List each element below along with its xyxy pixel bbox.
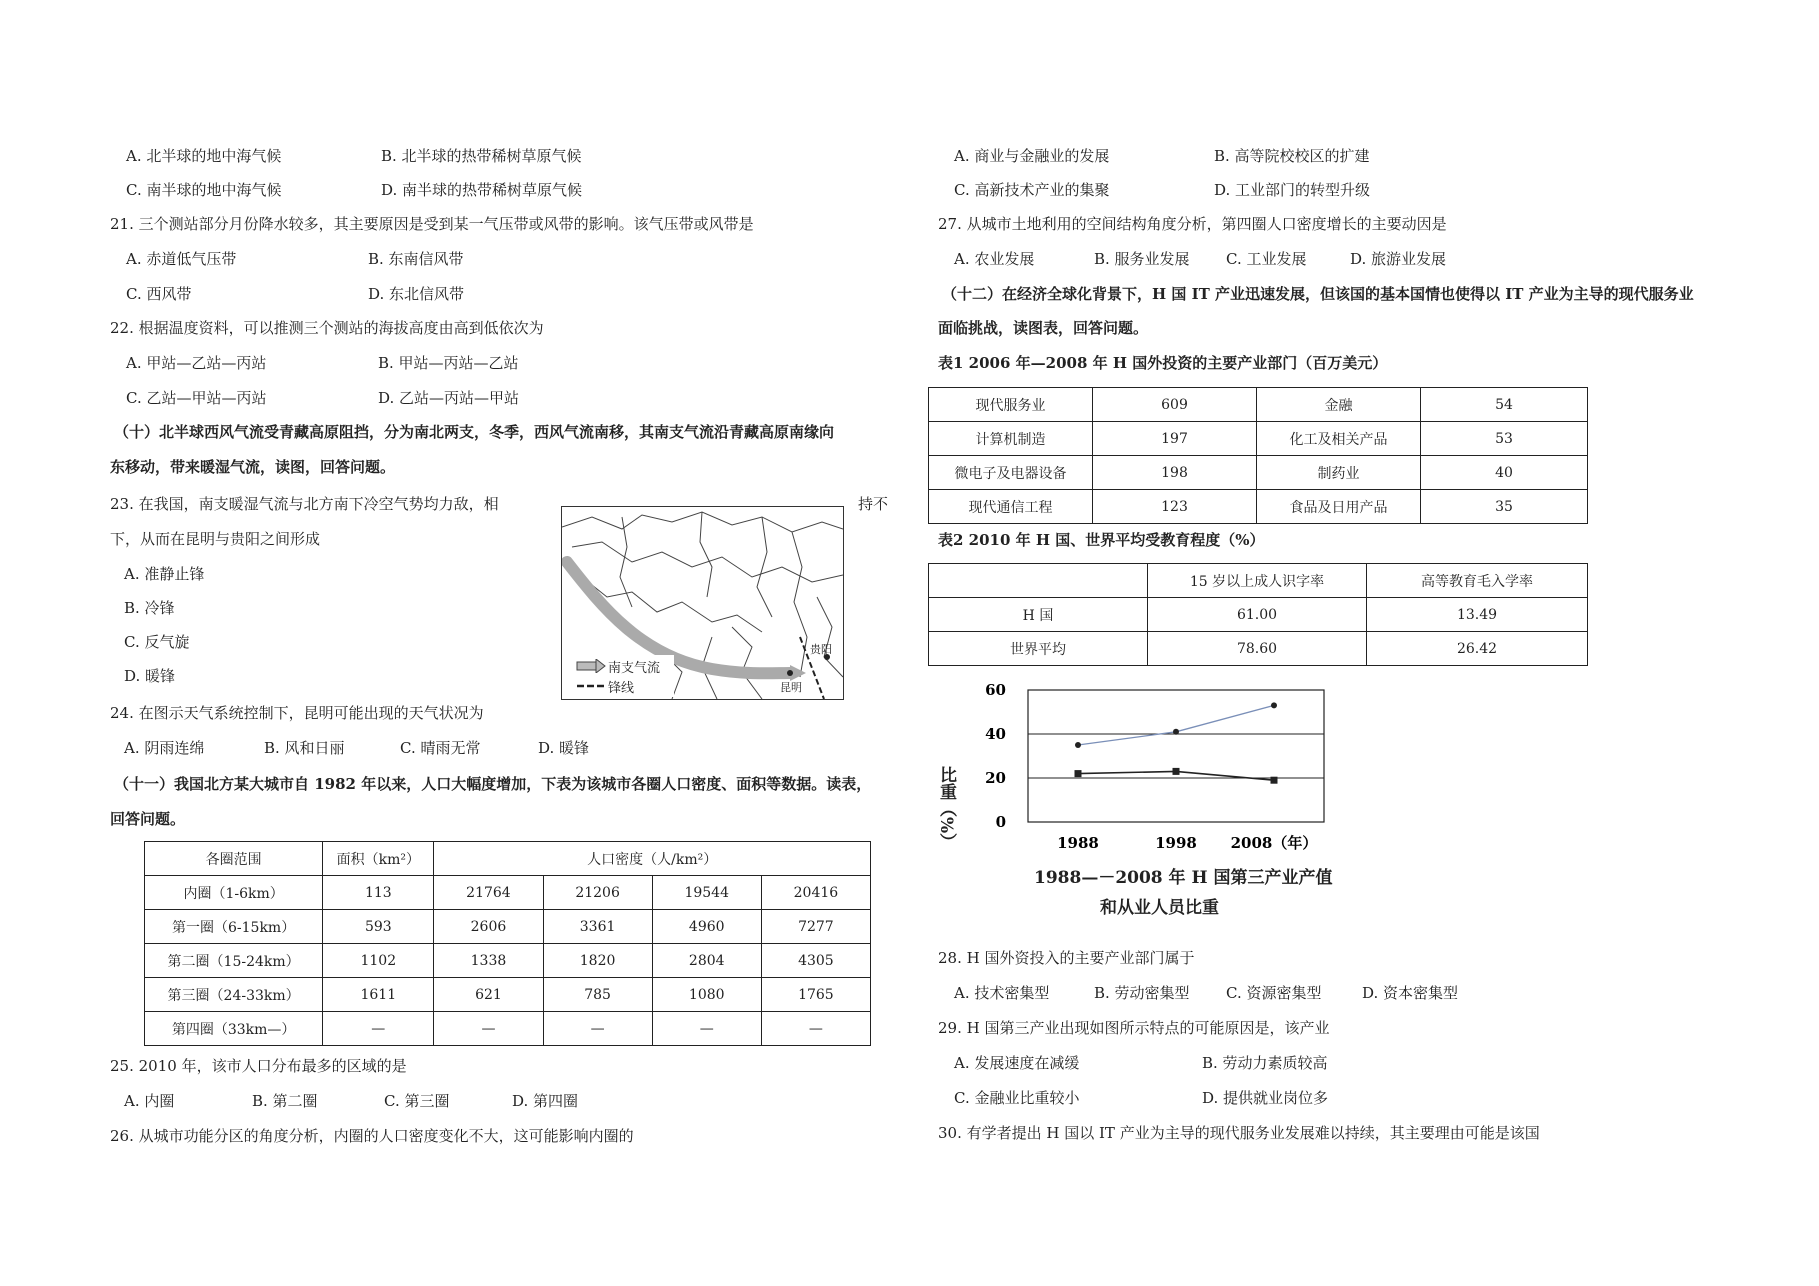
question-24: 24. 在图示天气系统控制下，昆明可能出现的天气状况为	[110, 704, 484, 722]
y-tick-label: 20	[985, 769, 1006, 787]
cell-value: 26.42	[1367, 632, 1588, 666]
x-tick-label: 1988	[1057, 834, 1099, 852]
row-density: 785	[543, 978, 652, 1012]
q26-option-d: D. 工业部门的转型升级	[1214, 181, 1371, 199]
q21-option-c: C. 西风带	[126, 285, 192, 303]
q24-option-a: A. 阴雨连绵	[124, 739, 205, 757]
q27-option-d: D. 旅游业发展	[1350, 250, 1447, 268]
row-density: 2804	[652, 944, 761, 978]
header-density: 人口密度（人/km²）	[434, 842, 871, 876]
question-26: 26. 从城市功能分区的角度分析，内圈的人口密度变化不大，这可能影响内圈的	[110, 1127, 634, 1145]
cell-value: 53	[1421, 422, 1588, 456]
cell-country: H 国	[929, 598, 1148, 632]
row-name: 第四圈（33km—）	[145, 1012, 323, 1046]
q22-option-c: C. 乙站—甲站—丙站	[126, 389, 267, 407]
data-point	[1271, 777, 1278, 784]
table-2-title: 表2 2010 年 H 国、世界平均受教育程度（%）	[938, 531, 1265, 549]
q27-option-a: A. 农业发展	[954, 250, 1035, 268]
education-table	[928, 563, 1588, 666]
chart-title-line2: 和从业人员比重	[1100, 898, 1219, 918]
table-row	[929, 632, 1588, 666]
cell-value: 197	[1093, 422, 1257, 456]
chart-grid	[1028, 690, 1324, 822]
section-12-intro: （十二）在经济全球化背景下，H 国 IT 产业迅速发展，但该国的基本国情也使得以 IT 产业为主导的现代服务业	[942, 285, 1694, 303]
q28-option-d: D. 资本密集型	[1362, 984, 1459, 1002]
row-density: 1338	[434, 944, 543, 978]
row-name: 内圈（1-6km）	[145, 876, 323, 910]
row-density: 1080	[652, 978, 761, 1012]
row-density: 2606	[434, 910, 543, 944]
q21-option-b: B. 东南信风带	[368, 250, 464, 268]
table-row	[929, 388, 1588, 422]
question-29: 29. H 国第三产业出现如图所示特点的可能原因是，该产业	[938, 1019, 1330, 1037]
row-area: 593	[323, 910, 434, 944]
q23-option-d: D. 暖锋	[124, 667, 176, 685]
row-density: 21764	[434, 876, 543, 910]
q29-option-a: A. 发展速度在减缓	[954, 1054, 1080, 1072]
q25-option-a: A. 内圈	[124, 1092, 175, 1110]
q23-option-b: B. 冷锋	[124, 599, 175, 617]
table-row	[145, 910, 871, 944]
row-area: 1102	[323, 944, 434, 978]
q22-option-b: B. 甲站—丙站—乙站	[378, 354, 519, 372]
table-row	[929, 422, 1588, 456]
q24-option-c: C. 晴雨无常	[400, 739, 481, 757]
q26-option-a: A. 商业与金融业的发展	[954, 147, 1110, 165]
q22-option-a: A. 甲站—乙站—丙站	[126, 354, 267, 372]
table-row	[929, 598, 1588, 632]
cell-sector: 制药业	[1257, 456, 1421, 490]
q24-option-b: B. 风和日丽	[264, 739, 345, 757]
row-density: —	[543, 1012, 652, 1046]
question-25: 25. 2010 年，该市人口分布最多的区域的是	[110, 1057, 407, 1075]
q25-option-d: D. 第四圈	[512, 1092, 579, 1110]
data-point	[1075, 770, 1082, 777]
q20-option-b: B. 北半球的热带稀树草原气候	[381, 147, 582, 165]
q25-option-c: C. 第三圈	[384, 1092, 450, 1110]
cell-value: 13.49	[1367, 598, 1588, 632]
section-10-intro: （十）北半球西风气流受青藏高原阻挡，分为南北两支，冬季，西风气流南移，其南支气流沿青藏高原南缘向	[114, 423, 835, 441]
q23-option-a: A. 准静止锋	[124, 565, 205, 583]
q28-option-a: A. 技术密集型	[954, 984, 1050, 1002]
q22-option-d: D. 乙站—丙站—甲站	[378, 389, 520, 407]
y-tick-label: 60	[985, 681, 1006, 699]
row-area: 1611	[323, 978, 434, 1012]
cell-value: 198	[1093, 456, 1257, 490]
row-density: 1765	[761, 978, 870, 1012]
table-row	[929, 456, 1588, 490]
q27-option-b: B. 服务业发展	[1094, 250, 1190, 268]
header-area: 面积（km²）	[323, 842, 434, 876]
cell-value: 609	[1093, 388, 1257, 422]
cell-country: 世界平均	[929, 632, 1148, 666]
section-11-intro: （十一）我国北方某大城市自 1982 年以来，人口大幅度增加，下表为该城市各圈人口密度、面积等数据。读表，	[114, 775, 872, 793]
row-density: —	[434, 1012, 543, 1046]
header-cell: 15 岁以上成人识字率	[1148, 564, 1367, 598]
q29-option-c: C. 金融业比重较小	[954, 1089, 1080, 1107]
q23-option-c: C. 反气旋	[124, 633, 190, 651]
label-kunming: 昆明	[780, 681, 802, 694]
q24-option-d: D. 暖锋	[538, 739, 590, 757]
southern-branch-airflow-map	[561, 506, 844, 700]
header-range: 各圈范围	[145, 842, 323, 876]
legend-front-label: 锋线	[608, 681, 635, 696]
question-22: 22. 根据温度资料，可以推测三个测站的海拔高度由高到低依次为	[110, 319, 544, 337]
question-27: 27. 从城市土地利用的空间结构角度分析，第四圈人口密度增长的主要动因是	[938, 215, 1447, 233]
row-density: 21206	[543, 876, 652, 910]
question-23-cont: 持不	[858, 495, 889, 513]
section-12-intro-cont: 面临挑战，读图表，回答问题。	[938, 319, 1149, 337]
x-tick-label: 2008（年）	[1230, 834, 1318, 852]
cell-value: 78.60	[1148, 632, 1367, 666]
arrow-icon	[576, 659, 606, 673]
data-point	[1173, 729, 1179, 735]
row-density: —	[761, 1012, 870, 1046]
plot-frame	[1028, 690, 1324, 822]
cell-sector: 食品及日用产品	[1257, 490, 1421, 524]
question-30: 30. 有学者提出 H 国以 IT 产业为主导的现代服务业发展难以持续，其主要理由可能是该国	[938, 1124, 1540, 1142]
table-row	[145, 876, 871, 910]
series-line	[1078, 705, 1274, 745]
row-density: 19544	[652, 876, 761, 910]
x-tick-label: 1998	[1155, 834, 1197, 852]
cell-sector: 现代服务业	[929, 388, 1093, 422]
population-density-table	[144, 841, 871, 1046]
foreign-investment-table	[928, 387, 1588, 524]
q27-option-c: C. 工业发展	[1226, 250, 1307, 268]
cell-value: 61.00	[1148, 598, 1367, 632]
y-tick-label: 0	[995, 813, 1006, 831]
cell-sector: 计算机制造	[929, 422, 1093, 456]
row-density: 621	[434, 978, 543, 1012]
section-11-intro-cont: 回答问题。	[110, 810, 186, 828]
question-23-cont2: 下，从而在昆明与贵阳之间形成	[110, 530, 321, 548]
question-23: 23. 在我国，南支暖湿气流与北方南下冷空气势均力敌，相	[110, 495, 499, 513]
q26-option-b: B. 高等院校校区的扩建	[1214, 147, 1370, 165]
q26-option-c: C. 高新技术产业的集聚	[954, 181, 1110, 199]
row-density: 1820	[543, 944, 652, 978]
data-point	[1271, 702, 1277, 708]
row-density: 7277	[761, 910, 870, 944]
header-cell	[929, 564, 1148, 598]
legend-flow-label: 南支气流	[608, 661, 661, 676]
q20-option-c: C. 南半球的地中海气候	[126, 181, 282, 199]
q29-option-d: D. 提供就业岗位多	[1202, 1089, 1329, 1107]
cell-value: 54	[1421, 388, 1588, 422]
label-guiyang: 贵阳	[810, 643, 832, 656]
cell-sector: 微电子及电器设备	[929, 456, 1093, 490]
q21-option-a: A. 赤道低气压带	[126, 250, 237, 268]
row-area: —	[323, 1012, 434, 1046]
table-header-row	[929, 564, 1588, 598]
q21-option-d: D. 东北信风带	[368, 285, 465, 303]
map-legend	[574, 655, 674, 697]
q28-option-c: C. 资源密集型	[1226, 984, 1322, 1002]
header-cell: 高等教育毛入学率	[1367, 564, 1588, 598]
row-density: 4305	[761, 944, 870, 978]
dashed-line-icon	[576, 679, 606, 693]
row-density: —	[652, 1012, 761, 1046]
cell-sector: 现代通信工程	[929, 490, 1093, 524]
section-10-intro-cont: 东移动，带来暖湿气流，读图，回答问题。	[110, 458, 396, 476]
cell-sector: 化工及相关产品	[1257, 422, 1421, 456]
row-density: 3361	[543, 910, 652, 944]
cell-sector: 金融	[1257, 388, 1421, 422]
row-name: 第二圈（15-24km）	[145, 944, 323, 978]
row-name: 第三圈（24-33km）	[145, 978, 323, 1012]
chart-y-axis-label: 比重（%）	[936, 766, 956, 851]
table-1-title: 表1 2006 年—2008 年 H 国外投资的主要产业部门（百万美元）	[938, 354, 1388, 372]
row-area: 113	[323, 876, 434, 910]
table-row	[145, 944, 871, 978]
q29-option-b: B. 劳动力素质较高	[1202, 1054, 1328, 1072]
table-row	[929, 490, 1588, 524]
chart-title-line1: 1988—－2008 年 H 国第三产业产值	[1034, 868, 1333, 888]
cell-value: 40	[1421, 456, 1588, 490]
cell-value: 35	[1421, 490, 1588, 524]
question-28: 28. H 国外资投入的主要产业部门属于	[938, 949, 1195, 967]
q28-option-b: B. 劳动密集型	[1094, 984, 1190, 1002]
question-21: 21. 三个测站部分月份降水较多，其主要原因是受到某一气压带或风带的影响。该气压带或风带是	[110, 215, 754, 233]
y-tick-label: 40	[985, 725, 1006, 743]
row-density: 20416	[761, 876, 870, 910]
table-row	[145, 1012, 871, 1046]
data-point	[1173, 768, 1180, 775]
table-row	[145, 978, 871, 1012]
data-point	[1075, 742, 1081, 748]
q20-option-a: A. 北半球的地中海气候	[126, 147, 282, 165]
cell-value: 123	[1093, 490, 1257, 524]
q25-option-b: B. 第二圈	[252, 1092, 318, 1110]
q20-option-d: D. 南半球的热带稀树草原气候	[381, 181, 583, 199]
row-name: 第一圈（6-15km）	[145, 910, 323, 944]
chart-series	[1075, 702, 1278, 783]
row-density: 4960	[652, 910, 761, 944]
